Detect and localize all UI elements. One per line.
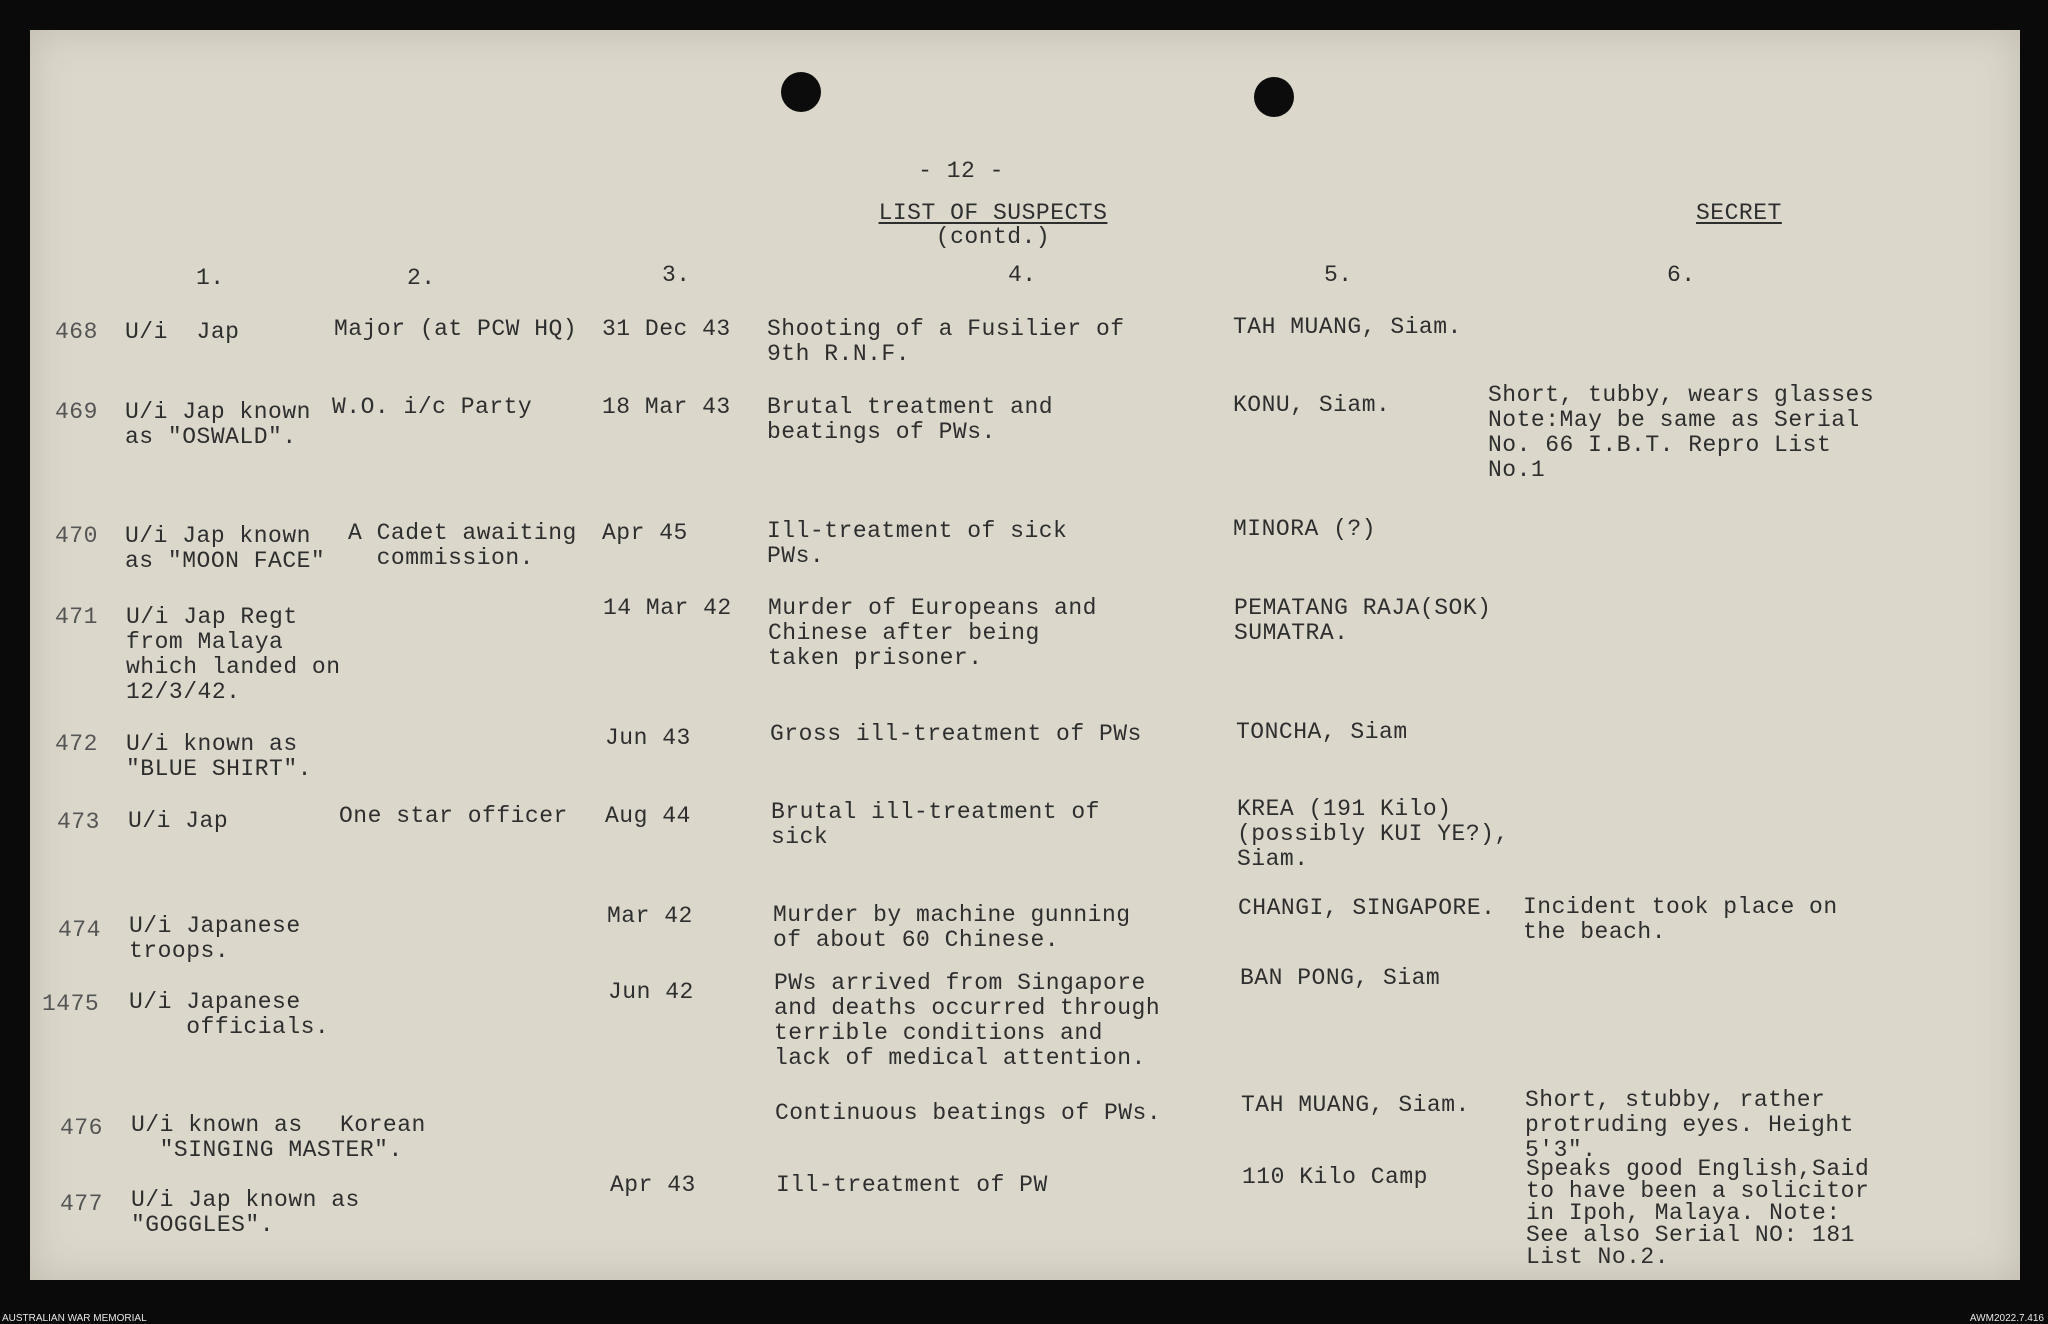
place-cell: PEMATANG RAJA(SOK) SUMATRA. xyxy=(1234,595,1492,646)
column-header: 5. xyxy=(1324,262,1353,288)
punch-hole xyxy=(1254,77,1294,117)
serial-number: 477 xyxy=(60,1191,103,1217)
suspect-cell: U/i Japanese troops. xyxy=(129,913,301,964)
remarks-cell: Short, tubby, wears glasses Note:May be same as Serial No. 66 I.B.T. Repro List No.1 xyxy=(1488,382,1875,483)
date-cell: Jun 43 xyxy=(605,725,691,751)
place-cell: MINORA (?) xyxy=(1233,516,1377,542)
date-cell: 31 Dec 43 xyxy=(602,316,731,342)
offence-cell: Murder of Europeans and Chinese after being taken prisoner. xyxy=(768,595,1097,671)
offence-cell: Brutal treatment and beatings of PWs. xyxy=(767,394,1054,445)
offence-cell: Shooting of a Fusilier of 9th R.N.F. xyxy=(767,316,1125,367)
document-page xyxy=(30,30,2020,1280)
suspect-cell: U/i known as "SINGING MASTER". xyxy=(131,1112,403,1163)
date-cell: Apr 45 xyxy=(602,520,688,546)
column-header: 1. xyxy=(196,265,225,291)
page-number: - 12 - xyxy=(918,158,1004,184)
suspect-cell: U/i Jap known as "MOON FACE" xyxy=(125,523,326,574)
rank-cell: Korean xyxy=(340,1112,426,1138)
archive-credit: AUSTRALIAN WAR MEMORIAL xyxy=(2,1313,147,1324)
offence-cell: Murder by machine gunning of about 60 Chinese. xyxy=(773,902,1131,953)
serial-number: 468 xyxy=(55,319,98,345)
date-cell: Aug 44 xyxy=(605,803,691,829)
suspect-cell: U/i known as "BLUE SHIRT". xyxy=(126,731,312,782)
column-header: 3. xyxy=(662,262,691,288)
document-subtitle: (contd.) xyxy=(935,224,1051,250)
place-cell: TONCHA, Siam xyxy=(1236,719,1408,745)
place-cell: TAH MUANG, Siam. xyxy=(1241,1092,1470,1118)
place-cell: TAH MUANG, Siam. xyxy=(1233,314,1462,340)
suspect-cell: U/i Jap Regt from Malaya which landed on 12/3/42. xyxy=(126,604,341,705)
date-cell: 14 Mar 42 xyxy=(603,595,732,621)
place-cell: 110 Kilo Camp xyxy=(1242,1164,1428,1190)
offence-cell: Ill-treatment of PW xyxy=(776,1172,1048,1198)
column-header: 4. xyxy=(1008,262,1037,288)
document-title: LIST OF SUSPECTS xyxy=(878,200,1108,226)
place-cell: KREA (191 Kilo) (possibly KUI YE?), Siam. xyxy=(1237,796,1509,872)
serial-number: 469 xyxy=(55,399,98,425)
remarks-cell: Incident took place on the beach. xyxy=(1523,894,1838,945)
remarks-cell: Short, stubby, rather protruding eyes. Height 5'3". xyxy=(1525,1087,1854,1163)
place-cell: KONU, Siam. xyxy=(1233,392,1391,418)
offence-cell: PWs arrived from Singapore and deaths occurred through terrible conditions and lack of medical attention. xyxy=(774,970,1161,1071)
date-cell: 18 Mar 43 xyxy=(602,394,731,420)
rank-cell: One star officer xyxy=(339,803,568,829)
serial-number: 476 xyxy=(60,1115,103,1141)
serial-number: 472 xyxy=(55,731,98,757)
punch-hole xyxy=(781,72,821,112)
rank-cell: W.O. i/c Party xyxy=(332,394,533,420)
date-cell: Jun 42 xyxy=(608,979,694,1005)
rank-cell: Major (at PCW HQ) xyxy=(334,316,578,342)
serial-number: 471 xyxy=(55,604,98,630)
column-header: 6. xyxy=(1667,262,1696,288)
serial-number: 1475 xyxy=(42,991,100,1017)
rank-cell: A Cadet awaiting commission. xyxy=(348,520,577,571)
classification-label: SECRET xyxy=(1696,200,1782,226)
serial-number: 470 xyxy=(55,523,98,549)
archive-reference: AWM2022.7.416 xyxy=(1969,1313,2044,1324)
serial-number: 474 xyxy=(58,917,101,943)
remarks-cell: Speaks good English,Said to have been a solicitor in Ipoh, Malaya. Note: See also Serial NO: 181 List No.2. xyxy=(1526,1156,1870,1270)
offence-cell: Ill-treatment of sick PWs. xyxy=(767,518,1068,569)
offence-cell: Gross ill-treatment of PWs xyxy=(770,721,1142,747)
suspect-cell: U/i Jap known as "GOGGLES". xyxy=(131,1187,360,1238)
serial-number: 473 xyxy=(57,809,100,835)
offence-cell: Brutal ill-treatment of sick xyxy=(771,799,1100,850)
column-header: 2. xyxy=(407,265,436,291)
suspect-cell: U/i Jap xyxy=(125,319,240,345)
suspect-cell: U/i Jap known as "OSWALD". xyxy=(125,399,311,450)
suspect-cell: U/i Japanese officials. xyxy=(129,989,330,1040)
place-cell: CHANGI, SINGAPORE. xyxy=(1238,895,1496,921)
date-cell: Mar 42 xyxy=(607,903,693,929)
date-cell: Apr 43 xyxy=(610,1172,696,1198)
offence-cell: Continuous beatings of PWs. xyxy=(775,1100,1162,1126)
place-cell: BAN PONG, Siam xyxy=(1240,965,1441,991)
suspect-cell: U/i Jap xyxy=(128,808,229,834)
